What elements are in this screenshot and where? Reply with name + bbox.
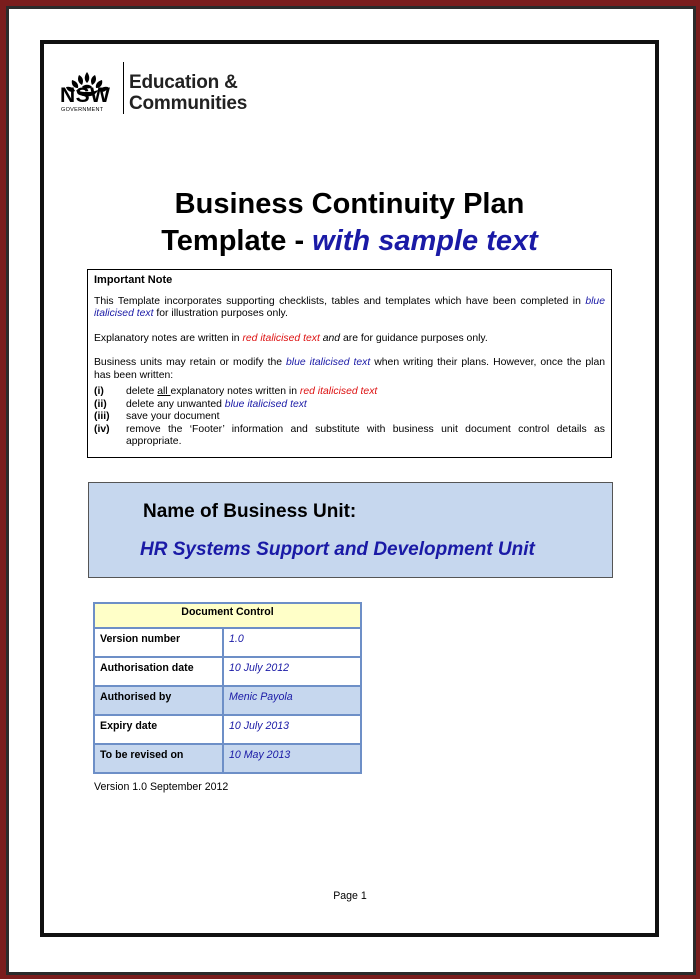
logo-line-1: Education & (129, 72, 238, 93)
business-unit-box (88, 482, 613, 578)
list-text: remove the ‘Footer’ information and substitute with business unit document control details as appropriate. (126, 423, 605, 447)
list-blue-text: blue italicised text (224, 398, 307, 410)
table-value: Menic Payola (223, 686, 361, 715)
document-control-table (93, 602, 362, 774)
table-row (94, 657, 361, 686)
important-note-box (87, 269, 612, 458)
list-item (94, 386, 605, 399)
list-number: (ii) (94, 398, 107, 410)
table-key: Authorisation date (94, 657, 223, 686)
note-text: This Template incorporates supporting checklists, tables and templates which have been completed in (94, 295, 586, 307)
list-item (94, 399, 605, 412)
title-plain: Template - (161, 225, 313, 257)
logo-divider (123, 62, 124, 114)
table-value: 10 July 2013 (223, 715, 361, 744)
logo-line-2: Communities (129, 93, 248, 114)
table-value: 10 May 2013 (223, 744, 361, 773)
table-key: Expiry date (94, 715, 223, 744)
note-text: Business units may retain or modify the (94, 357, 287, 368)
table-value: 1.0 (223, 628, 361, 657)
table-row (94, 715, 361, 744)
list-item (94, 424, 605, 449)
note-text: and (319, 332, 341, 344)
table-key: Authorised by (94, 686, 223, 715)
list-underline-text: all (157, 386, 171, 397)
business-unit-label: Name of Business Unit: (143, 501, 357, 522)
table-value: 10 July 2012 (223, 657, 361, 686)
version-text: Version 1.0 September 2012 (94, 781, 229, 793)
document-title: Business Continuity Plan (174, 188, 525, 220)
title-sample-text: with sample text (312, 225, 538, 257)
note-blue-text: blue italicised text (94, 295, 605, 319)
table-heading: Document Control (94, 603, 361, 628)
list-number: (i) (94, 386, 104, 397)
table-row (94, 744, 361, 773)
business-unit-name: HR Systems Support and Development Unit (140, 539, 535, 560)
note-text: when writing their plans. However, once the plan has been written: (94, 357, 605, 381)
table-row (94, 686, 361, 715)
document-subtitle (44, 223, 655, 259)
list-red-text: red italicised text (299, 386, 378, 397)
list-text: save your document (126, 411, 220, 422)
note-red-text: red italicised text (242, 332, 320, 344)
note-paragraph-2 (94, 333, 605, 346)
nsw-wordmark: NSW (60, 84, 111, 107)
list-number: (iii) (94, 411, 110, 422)
note-text: are for guidance purposes only. (340, 332, 488, 344)
note-text: Explanatory notes are written in (94, 332, 243, 344)
table-header-row (94, 603, 361, 628)
list-text: delete (126, 386, 158, 397)
list-text: delete any unwanted (126, 398, 225, 410)
list-item (94, 411, 605, 424)
table-row (94, 628, 361, 657)
list-number: (iv) (94, 423, 110, 435)
note-list (94, 386, 605, 449)
table-key: Version number (94, 628, 223, 657)
government-wordmark: GOVERNMENT (61, 107, 104, 113)
note-paragraph-1 (94, 296, 605, 321)
table-key: To be revised on (94, 744, 223, 773)
note-text: for illustration purposes only. (153, 308, 288, 319)
note-blue-text: blue italicised text (286, 357, 371, 368)
list-text: explanatory notes written in (170, 386, 300, 397)
nsw-logo (60, 56, 270, 120)
page-number: Page 1 (333, 890, 367, 902)
note-paragraph-3 (94, 357, 605, 382)
note-heading: Important Note (94, 274, 173, 286)
